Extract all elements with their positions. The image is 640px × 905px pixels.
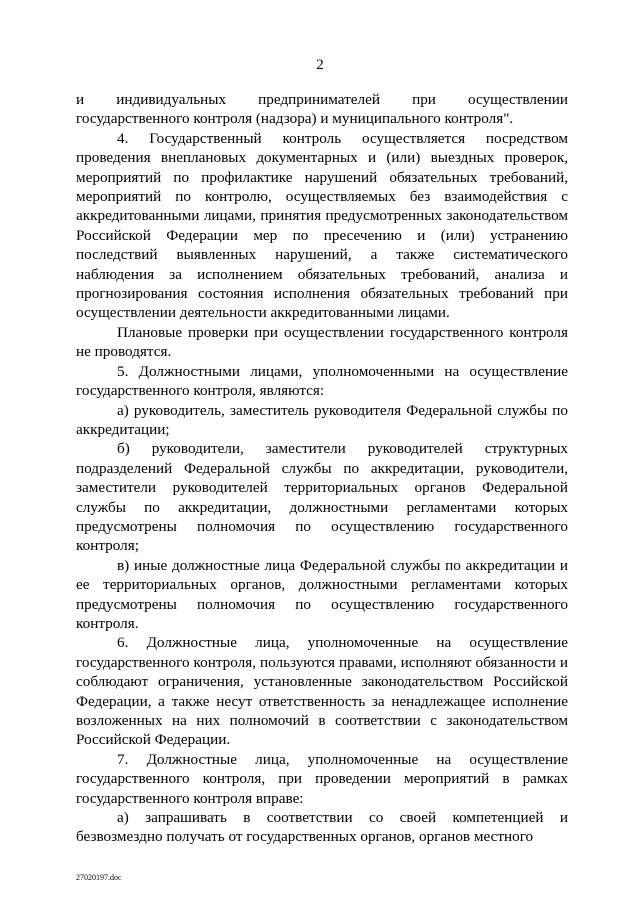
document-body (76, 90, 568, 847)
paragraph-item-6: 6. Должностные лица, уполномоченные на осуществление государственного контроля, пользуются правами, исполняют обязанности и соблюдают ограничения, установленные законодательством Российской Федерации, а также несут ответственность за ненадлежащее исполнение возложенных на них полномочий в соответствии с законодательством Российской Федерации. (76, 634, 568, 749)
paragraph-item-5b: б) руководители, заместители руководителей структурных подразделений Федеральной службы по аккредитации, руководители, заместители руководителей территориальных органов Федеральной службы по аккредитации, должностными регламентами которых предусмотрены полномочия по осуществлению государственного контроля; (76, 440, 568, 555)
paragraph-item-7: 7. Должностные лица, уполномоченные на осуществление государственного контроля, при проведении мероприятий в рамках государственного контроля вправе: (76, 750, 568, 807)
paragraph-continuation: и индивидуальных предпринимателей при осуществлении государственного контроля (надзора) и муниципального контроля". (76, 91, 568, 128)
paragraph-item-4: 4. Государственный контроль осуществляется посредством проведения внеплановых документарных и (или) выездных проверок, мероприятий по профилактике нарушений обязательных требований, мероприятий по контролю, осуществляемых без взаимодействия с аккредитованными лицами, принятия предусмотренных законодательством Российской Федерации мер по пресечению и (или) устранению последствий выявленных нарушений, а также систематического наблюдения за исполнением обязательных требований, анализа и прогнозирования состояния исполнения обязательных требований при осуществлении деятельности аккредитованными лицами. (76, 129, 568, 322)
paragraph-planned-inspections: Плановые проверки при осуществлении государственного контроля не проводятся. (76, 323, 568, 361)
paragraph-item-5a: а) руководитель, заместитель руководителя Федеральной службы по аккредитации; (76, 401, 568, 438)
file-name-footer: 27020197.doc (76, 873, 122, 882)
page-number: 2 (316, 57, 324, 73)
paragraph-item-5v: в) иные должностные лица Федеральной службы по аккредитации и ее территориальных органов, должностными регламентами которых предусмотрены полномочия по осуществлению государственного контроля. (76, 556, 568, 632)
paragraph-item-7a: а) запрашивать в соответствии со своей компетенцией и безвозмездно получать от государственных органов, органов местного (76, 809, 568, 846)
paragraph-item-5: 5. Должностными лицами, уполномоченными на осуществление государственного контроля, являются: (76, 362, 568, 400)
